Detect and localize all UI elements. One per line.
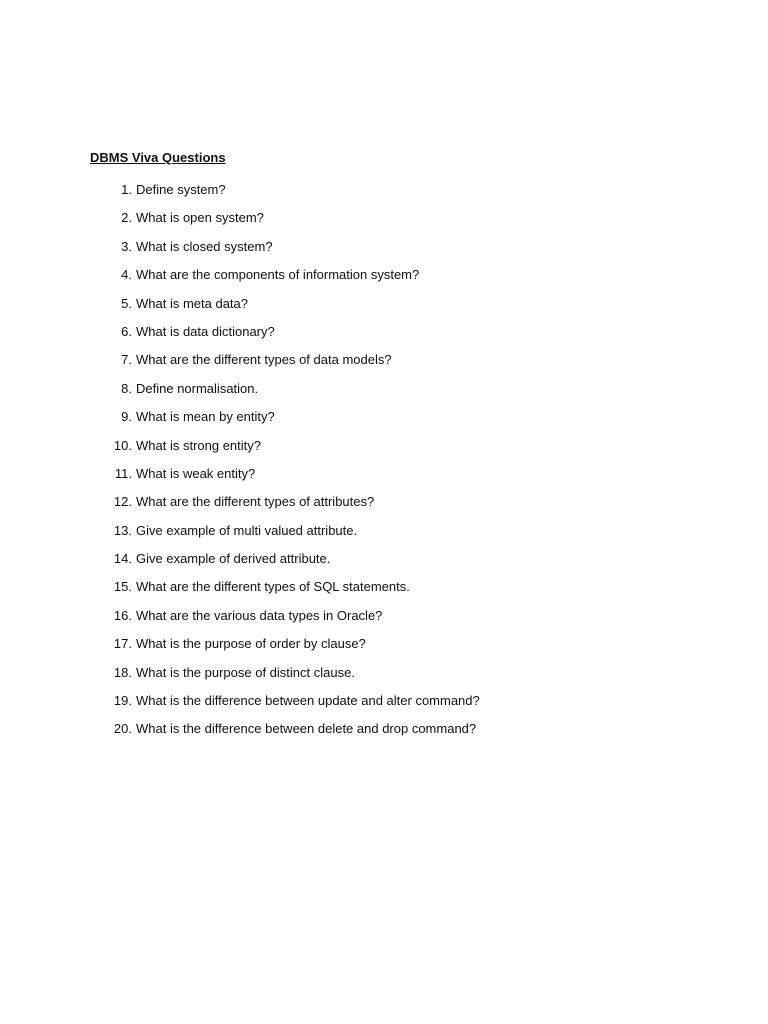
question-number: 2. (121, 210, 132, 226)
question-item (0, 208, 768, 236)
question-text: What is meta data? (136, 295, 248, 311)
question-number: 4. (121, 267, 132, 283)
question-item (0, 606, 768, 634)
question-text: What are the different types of SQL statements. (136, 579, 410, 595)
question-item (0, 634, 768, 662)
question-item (0, 577, 768, 605)
question-text: What is mean by entity? (136, 409, 275, 425)
question-number: 3. (121, 238, 132, 254)
question-item (0, 265, 768, 293)
question-text: What is the purpose of distinct clause. (136, 664, 355, 680)
question-text: Give example of multi valued attribute. (136, 522, 358, 538)
question-item (0, 180, 768, 208)
question-number: 8. (121, 380, 132, 396)
question-text: Define normalisation. (136, 380, 259, 396)
question-item (0, 436, 768, 464)
question-item (0, 464, 768, 492)
question-text: What is weak entity? (136, 465, 256, 481)
question-text: What is closed system? (136, 238, 273, 254)
question-text: What is the purpose of order by clause? (136, 636, 366, 652)
document-title: DBMS Viva Questions (90, 150, 226, 165)
question-number: 18. (113, 664, 132, 680)
question-number: 7. (121, 352, 132, 368)
question-item (0, 322, 768, 350)
question-item (0, 492, 768, 520)
question-number: 20. (113, 721, 132, 737)
question-text: Define system? (136, 182, 226, 197)
question-text: What is open system? (136, 210, 264, 226)
question-item (0, 549, 768, 577)
question-item (0, 379, 768, 407)
question-text: What are the different types of attributes? (136, 494, 375, 510)
question-item (0, 294, 768, 322)
question-number: 1. (121, 182, 132, 197)
question-text: What is strong entity? (136, 437, 261, 453)
question-number: 11. (114, 465, 132, 481)
question-number: 5. (121, 295, 132, 311)
question-number: 14. (113, 551, 132, 567)
question-text: What are the components of information system? (136, 267, 420, 283)
question-item (0, 237, 768, 265)
question-number: 10. (113, 437, 132, 453)
question-number: 19. (113, 693, 132, 709)
question-text: What is the difference between delete and drop command? (136, 721, 477, 737)
question-text: What is the difference between update and alter command? (136, 693, 480, 709)
question-number: 16. (113, 607, 132, 623)
question-item (0, 350, 768, 378)
question-item (0, 663, 768, 691)
question-number: 9. (121, 409, 132, 425)
question-list (0, 180, 768, 748)
question-item (0, 719, 768, 747)
question-number: 6. (121, 323, 132, 339)
question-text: What is data dictionary? (136, 323, 275, 339)
question-text: What are the different types of data models? (136, 352, 392, 368)
question-number: 12. (113, 494, 132, 510)
question-number: 15. (113, 579, 132, 595)
question-item (0, 521, 768, 549)
question-item (0, 407, 768, 435)
question-number: 13. (113, 522, 132, 538)
question-text: Give example of derived attribute. (136, 551, 331, 567)
question-text: What are the various data types in Oracle? (136, 607, 383, 623)
question-item (0, 691, 768, 719)
question-number: 17. (113, 636, 132, 652)
